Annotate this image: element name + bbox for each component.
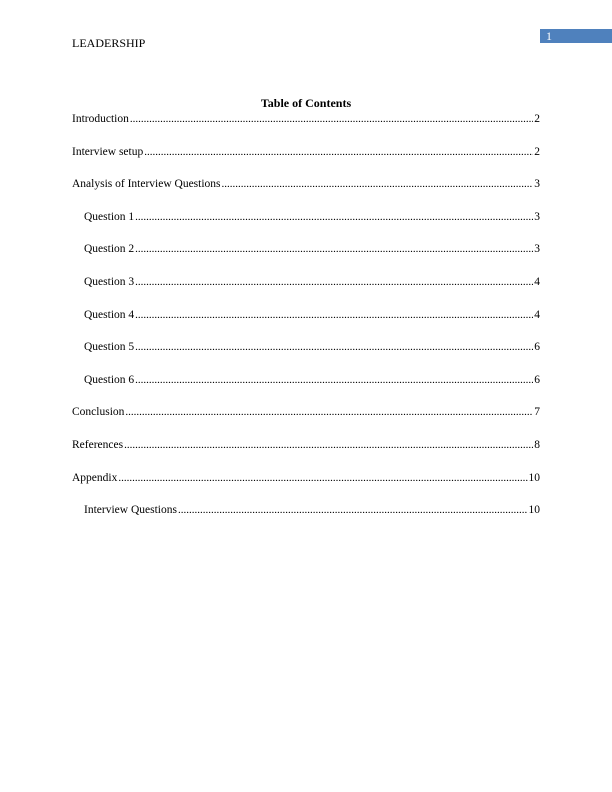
- toc-entry-page: 4: [534, 308, 540, 321]
- toc-entry-label: Question 5: [84, 341, 135, 354]
- toc-entry-references[interactable]: [72, 438, 540, 452]
- toc-entry-introduction[interactable]: [72, 112, 540, 126]
- toc-dot-leader: [135, 275, 533, 289]
- toc-entry-page: 3: [534, 210, 540, 223]
- toc-entry-page: 10: [528, 504, 540, 517]
- toc-entry-label: Conclusion: [72, 406, 125, 419]
- toc-entry-label: References: [72, 438, 124, 451]
- toc-entry-page: 8: [534, 438, 540, 451]
- toc-entry-question-5[interactable]: [72, 340, 540, 354]
- toc-dot-leader: [135, 373, 533, 387]
- toc-entry-page: 4: [534, 275, 540, 288]
- toc-entry-question-1[interactable]: [72, 210, 540, 224]
- toc-dot-leader: [135, 210, 533, 224]
- toc-entry-page: 2: [534, 145, 540, 158]
- toc-entry-page: 10: [528, 471, 540, 484]
- toc-entry-page: 2: [534, 113, 540, 125]
- toc-entry-label: Question 6: [84, 373, 135, 386]
- toc-entry-question-2[interactable]: [72, 242, 540, 256]
- toc-dot-leader: [222, 177, 534, 191]
- toc-entry-interview-setup[interactable]: [72, 145, 540, 159]
- toc-entry-page: 6: [534, 341, 540, 354]
- toc-entry-label: Analysis of Interview Questions: [72, 178, 221, 191]
- running-head: LEADERSHIP: [72, 36, 146, 50]
- toc-entry-page: 3: [534, 178, 540, 191]
- toc-dot-leader: [135, 308, 533, 322]
- toc-entry-analysis[interactable]: [72, 177, 540, 191]
- toc-entry-interview-questions[interactable]: [72, 503, 540, 517]
- toc-dot-leader: [124, 438, 533, 452]
- toc-entry-question-6[interactable]: [72, 373, 540, 387]
- toc-dot-leader: [118, 471, 527, 485]
- toc-entry-page: 7: [534, 406, 540, 419]
- page-number: 1: [546, 29, 552, 43]
- toc-entry-label: Question 2: [84, 243, 135, 256]
- toc-list: [72, 112, 540, 536]
- toc-entry-label: Introduction: [72, 113, 129, 125]
- toc-dot-leader: [125, 405, 533, 419]
- toc-dot-leader: [144, 145, 533, 159]
- toc-title: Table of Contents: [260, 96, 352, 110]
- toc-dot-leader: [178, 503, 528, 517]
- toc-entry-appendix[interactable]: [72, 471, 540, 485]
- toc-entry-page: 6: [534, 373, 540, 386]
- toc-entry-label: Question 1: [84, 210, 135, 223]
- toc-entry-conclusion[interactable]: [72, 405, 540, 419]
- toc-entry-label: Interview setup: [72, 145, 144, 158]
- toc-entry-question-3[interactable]: [72, 275, 540, 289]
- toc-dot-leader: [135, 242, 533, 256]
- toc-entry-page: 3: [534, 243, 540, 256]
- toc-dot-leader: [135, 340, 533, 354]
- toc-dot-leader: [130, 112, 533, 126]
- toc-entry-label: Interview Questions: [84, 504, 177, 517]
- toc-entry-label: Question 4: [84, 308, 135, 321]
- toc-entry-label: Question 3: [84, 275, 135, 288]
- toc-entry-question-4[interactable]: [72, 308, 540, 322]
- toc-entry-label: Appendix: [72, 471, 118, 484]
- page-number-badge: [540, 29, 612, 43]
